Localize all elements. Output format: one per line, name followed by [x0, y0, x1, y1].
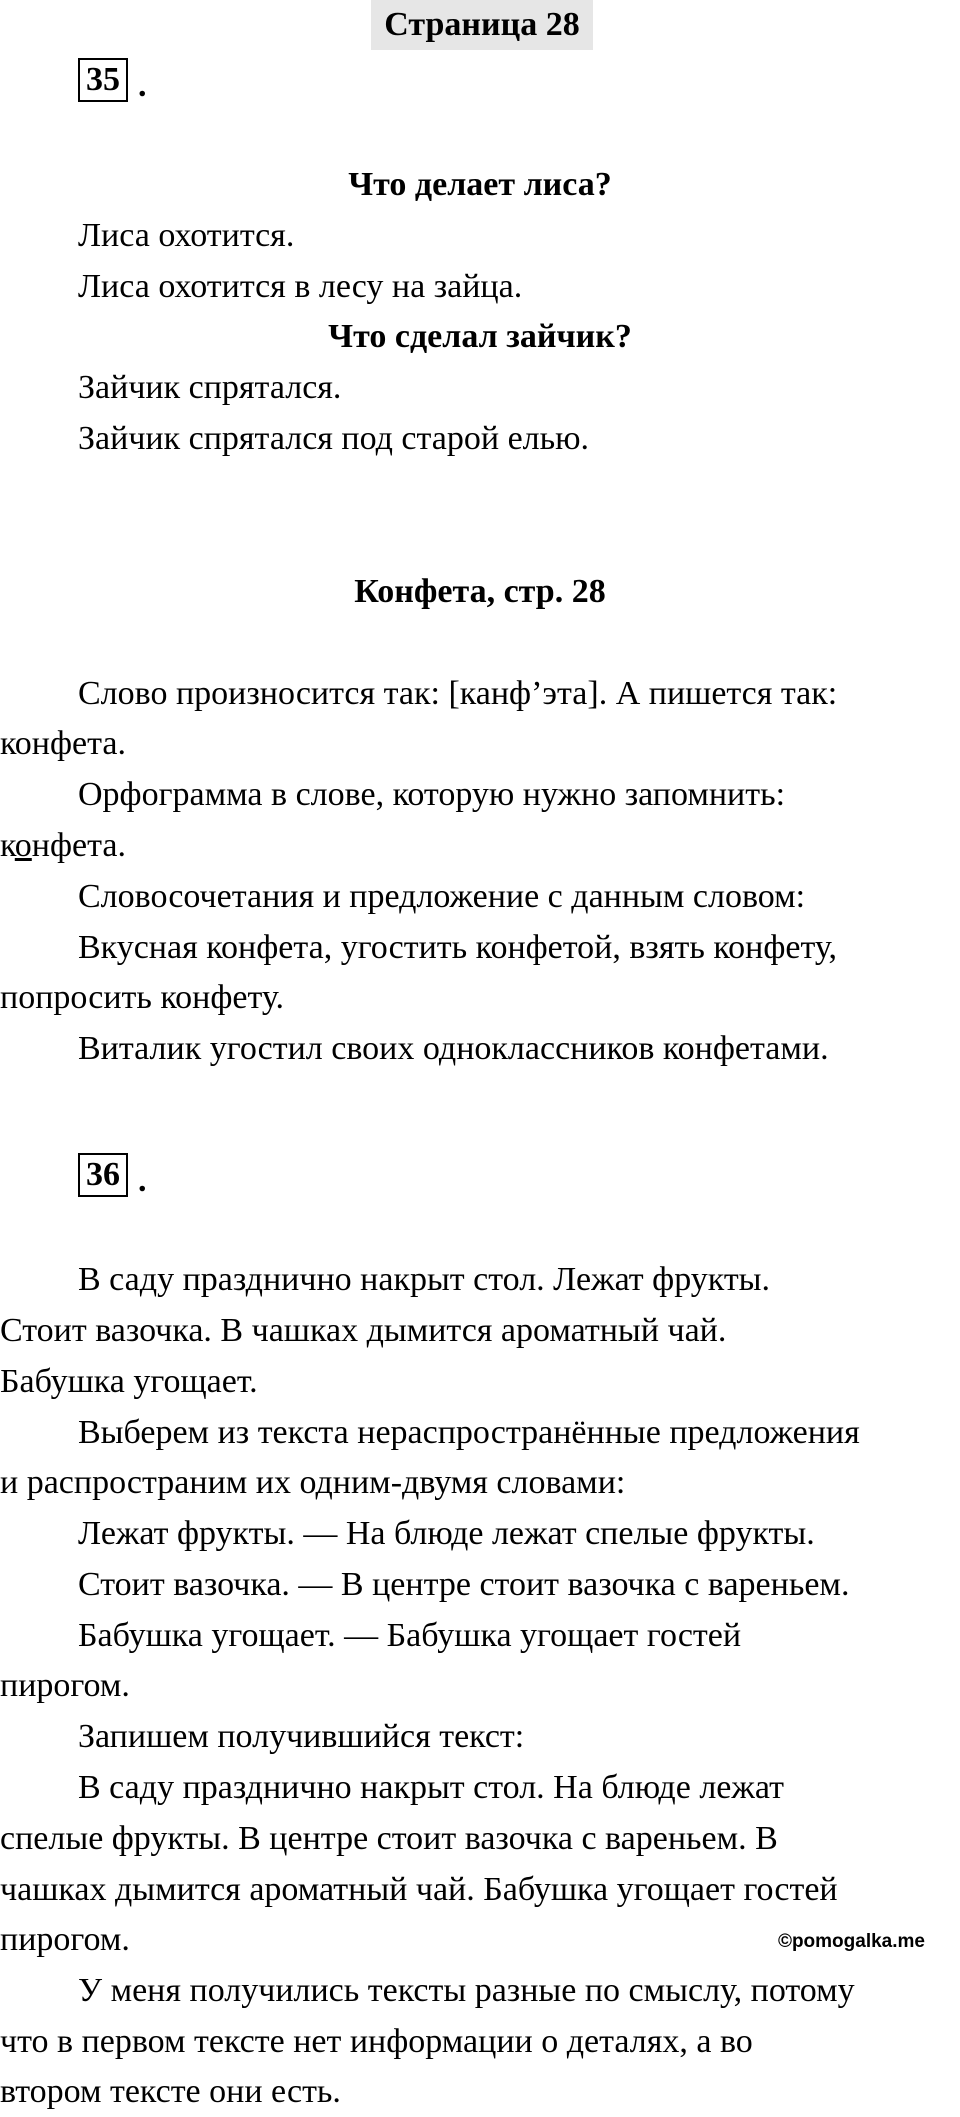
- paragraph-line: Выберем из текста нераспространённые предложения: [78, 1414, 860, 1451]
- paragraph-line: В саду празднично накрыт стол. На блюде лежат: [78, 1769, 784, 1806]
- paragraph-line: Запишем получившийся текст:: [78, 1718, 525, 1755]
- paragraph-line: В саду празднично накрыт стол. Лежат фрукты.: [78, 1261, 771, 1298]
- page-title: [371, 0, 593, 50]
- paragraph-line: что в первом тексте нет информации о деталях, а во: [0, 2023, 753, 2060]
- section-heading: Конфета, стр. 28: [354, 573, 606, 610]
- paragraph-line: Бабушка угощает. — Бабушка угощает гостей: [78, 1617, 742, 1654]
- paragraph-line: Стоит вазочка. В чашках дымится ароматный чай.: [0, 1312, 727, 1349]
- paragraph-line: У меня получились тексты разные по смыслу, потому: [78, 1972, 855, 2009]
- paragraph-line: Словосочетания и предложение с данным словом:: [78, 878, 806, 915]
- word-part: нфета.: [31, 827, 126, 864]
- paragraph-line: Слово произносится так: [канф’эта]. А пишется так:: [78, 675, 838, 712]
- answer-line: Зайчик спрятался.: [78, 369, 342, 406]
- watermark: ©pomogalka.me: [777, 1931, 925, 1952]
- paragraph-line: конфета.: [0, 725, 126, 762]
- paragraph-line: пирогом.: [0, 1921, 130, 1958]
- word-part: к: [0, 827, 15, 864]
- paragraph-line: и распространим их одним-двумя словами:: [0, 1464, 626, 1501]
- paragraph-line: Стоит вазочка. — В центре стоит вазочка с вареньем.: [78, 1566, 850, 1603]
- exercise-number-dot: .: [138, 1162, 147, 1199]
- answer-line: Лиса охотится.: [78, 217, 295, 254]
- paragraph-line: Орфограмма в слове, которую нужно запомнить:: [78, 776, 786, 813]
- orthogram-letter: о: [14, 827, 32, 864]
- exercise-number-box: [78, 58, 128, 102]
- paragraph-line: [0, 820, 126, 871]
- paragraph-line: пирогом.: [0, 1667, 130, 1704]
- exercise-number-dot: .: [138, 67, 147, 104]
- exercise-number-box: [78, 1153, 128, 1197]
- paragraph-line: втором тексте они есть.: [0, 2073, 341, 2110]
- paragraph-line: Бабушка угощает.: [0, 1363, 258, 1400]
- question-heading: Что сделал зайчик?: [328, 318, 632, 355]
- paragraph-line: спелые фрукты. В центре стоит вазочка с вареньем. В: [0, 1820, 778, 1857]
- page-title-text: Страница 28: [384, 6, 580, 43]
- paragraph-line: Лежат фрукты. — На блюде лежат спелые фрукты.: [78, 1515, 815, 1552]
- exercise-number: 35: [86, 61, 120, 98]
- answer-line: Лиса охотится в лесу на зайца.: [78, 268, 523, 305]
- question-heading: Что делает лиса?: [348, 166, 612, 203]
- exercise-number: 36: [86, 1156, 120, 1193]
- paragraph-line: попросить конфету.: [0, 979, 285, 1016]
- paragraph-line: Виталик угостил своих одноклассников конфетами.: [78, 1030, 829, 1067]
- paragraph-line: Вкусная конфета, угостить конфетой, взять конфету,: [78, 929, 837, 966]
- answer-line: Зайчик спрятался под старой елью.: [78, 420, 590, 457]
- paragraph-line: чашках дымится ароматный чай. Бабушка угощает гостей: [0, 1871, 838, 1908]
